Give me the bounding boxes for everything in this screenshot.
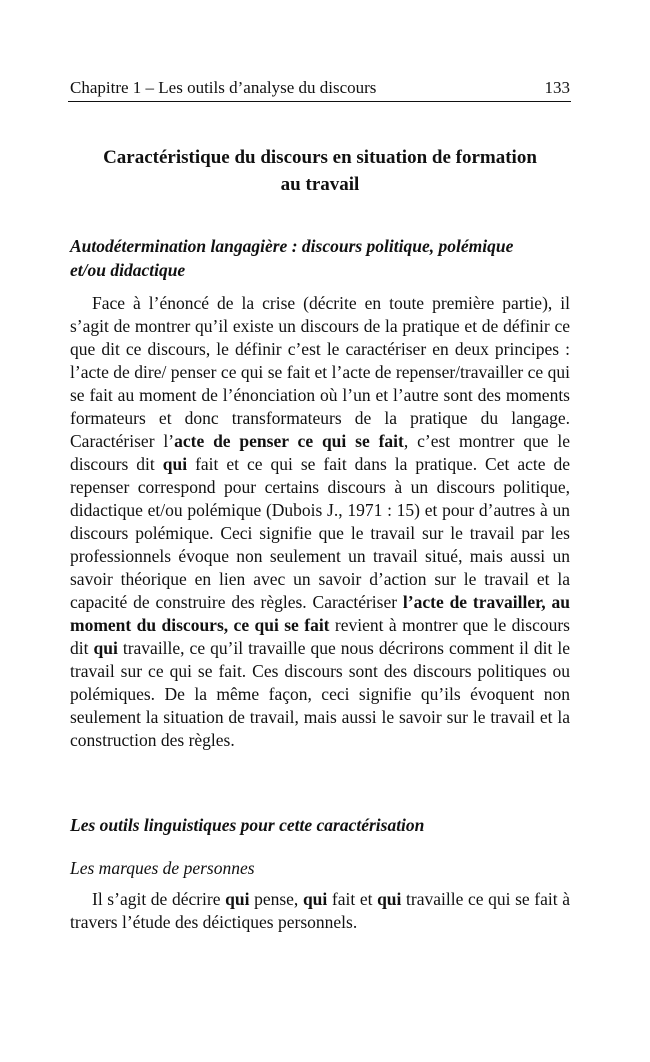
paragraph-1-text-2: , c’est montrer que le discours dit [70, 431, 571, 474]
running-head [70, 78, 570, 98]
paragraph-2-bold-2: qui [302, 889, 328, 909]
page-number: 133 [544, 78, 570, 97]
chapter-heading-line-2: au travail [280, 174, 360, 195]
section-heading-line-1: Autodétermination langagière : discours politique, polémique [70, 236, 514, 256]
paragraph-2-bold-1: qui [225, 889, 250, 909]
paragraph-1-text-5: travaille, ce qu’il travaille que nous décrirons comment il dit le travail sur ce qui se fait. Ces discours sont des discours politiques ou polémiques. De la même façon, ceci signifie qu’ils évoquent non seulement la situation de travail, mais aussi le savoir sur le travail et la construction des règles. [70, 638, 570, 750]
paragraph-2 [70, 888, 570, 934]
paragraph-2-bold-3: qui [377, 889, 402, 909]
paragraph-1-bold-1: acte de penser ce qui se fait [174, 431, 404, 451]
paragraph-1-bold-4: qui [93, 638, 118, 658]
chapter-heading-line-1: Caractéristique du discours en situation de formation [103, 147, 537, 168]
paragraph-1-bold-3: l’acte de travailler, au moment du discours, ce qui se fait [70, 592, 570, 635]
header-rule [68, 101, 571, 102]
paragraph-1-text-1: Face à l’énoncé de la crise (décrite en toute première partie), il s’agit de montrer qu’il existe un discours de la pratique et de définir ce que dit ce discours, le définir c’est le caractériser en deux principes : l’acte de dire/ penser ce qui se fait et l’acte de repenser/travailler ce qui se fait au moment de l’énonciation où l’un et l’autre sont des moments formateurs et donc transformateurs de la pratique du langage. Caractériser l’ [70, 293, 570, 451]
subheading-person-markers: Les marques de personnes [70, 858, 255, 878]
paragraph-2-text-2: pense, [249, 889, 303, 909]
paragraph-1-text-4: revient à montrer que le discours dit [70, 615, 570, 658]
paragraph-2-text-3: fait et [327, 889, 378, 909]
running-head-chapter: Chapitre 1 – Les outils d’analyse du discours [70, 78, 377, 97]
subheading-linguistic-tools: Les outils linguistiques pour cette caractérisation [70, 815, 425, 835]
paragraph-2-text-4: travaille ce qui se fait à travers l’étude des déictiques personnels. [70, 889, 571, 932]
paragraph-1 [70, 292, 570, 752]
paragraph-2-text-1: Il s’agit de décrire [92, 889, 226, 909]
paragraph-1-bold-2: qui [162, 454, 188, 474]
section-heading-line-2: et/ou didactique [70, 260, 186, 280]
section-heading [70, 234, 570, 282]
paragraph-1-text-3: fait et ce qui se fait dans la pratique. Cet acte de repenser correspond pour certains discours à un discours politique, didactique et/ou polémique (Dubois J., 1971 : 15) et pour d’autres à un discours polémique. Ceci signifie que le travail sur le travail par les professionnels évoque non seulement un travail situé, mais aussi un savoir théorique en lien avec un savoir d’action sur le travail et la capacité de construire des règles. Caractériser [70, 454, 570, 612]
chapter-heading [70, 144, 570, 198]
